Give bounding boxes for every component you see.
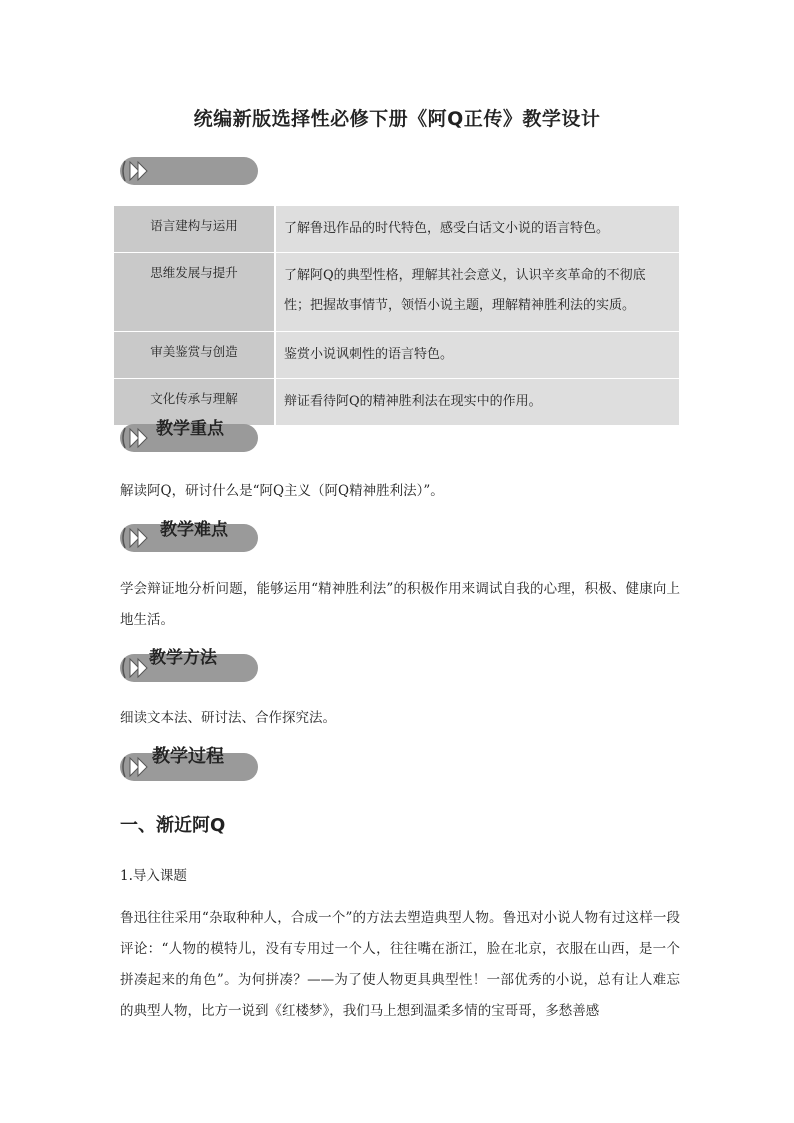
table-row (114, 332, 680, 379)
double-right-arrow-icon (120, 157, 154, 185)
core-literacy-table (113, 205, 680, 426)
goal-key: 思维发展与提升 (114, 253, 276, 332)
method-text: 细读文本法、研讨法、合作探究法。 (120, 710, 336, 726)
goal-key: 审美鉴赏与创造 (114, 332, 276, 379)
sub-heading: 1.导入课题 (120, 868, 187, 884)
double-right-arrow-icon (120, 424, 154, 452)
goal-value: 了解鲁迅作品的时代特色，感受白话文小说的语言特色。 (275, 206, 680, 253)
document-title: 统编新版选择性必修下册《阿Q正传》教学设计 (193, 108, 601, 130)
section-pill-goals (120, 157, 258, 185)
section-heading: 教学难点 (160, 520, 228, 540)
double-right-arrow-icon (120, 524, 154, 552)
part1-text: 鲁迅往往采用“杂取种种人，合成一个”的方法去塑造典型人物。鲁迅对小说人物有过这样一段评论：“人物的模特儿，没有专用过一个人，往往嘴在浙江，脸在北京，衣服在山西，是一个拼凑起来的角色”。为何拼凑？——为了使人物更具典型性！一部优秀的小说，总有让人难忘的典型人物，比方一说到《红楼梦》，我们马上想到温柔多情的宝哥哥，多愁善感 (120, 910, 680, 1019)
goal-value: 辩证看待阿Q的精神胜利法在现实中的作用。 (275, 379, 680, 426)
section-heading: 教学过程 (152, 746, 224, 767)
goal-key: 文化传承与理解 (114, 379, 276, 426)
part-heading: 一、渐近阿Q (120, 815, 226, 836)
table-row (114, 253, 680, 332)
goal-key: 语言建构与运用 (114, 206, 276, 253)
goal-value: 了解阿Q的典型性格，理解其社会意义，认识辛亥革命的不彻底性；把握故事情节，领悟小说主题，理解精神胜利法的实质。 (275, 253, 680, 332)
double-right-arrow-icon (120, 753, 154, 781)
difficulty-text: 学会辩证地分析问题，能够运用“精神胜利法”的积极作用来调试自我的心理，积极、健康向上地生活。 (120, 581, 680, 628)
key-point-text: 解读阿Q，研讨什么是“阿Q主义（阿Q精神胜利法）”。 (120, 483, 444, 499)
section-heading: 教学方法 (149, 648, 217, 668)
goal-value: 鉴赏小说讽刺性的语言特色。 (275, 332, 680, 379)
table-row (114, 206, 680, 253)
section-heading: 教学重点 (156, 419, 224, 439)
